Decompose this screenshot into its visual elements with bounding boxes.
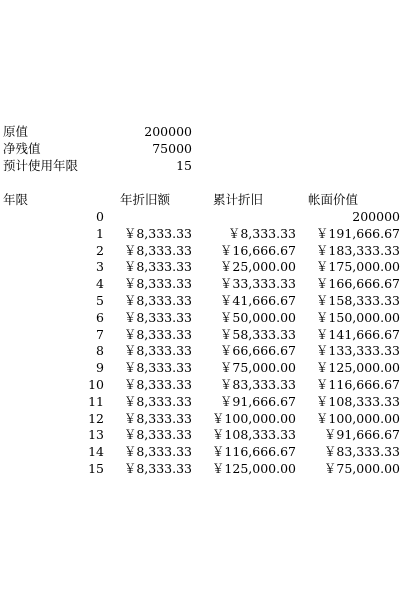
residual-value-cell[interactable]: 75000 <box>152 141 192 156</box>
book-value-cell[interactable]: ￥125,000.00 <box>315 360 400 375</box>
year-cell[interactable]: 8 <box>96 343 104 358</box>
year-cell[interactable]: 5 <box>96 293 104 308</box>
annual-depreciation-cell[interactable]: ￥8,333.33 <box>123 461 192 476</box>
year-cell[interactable]: 12 <box>88 411 104 426</box>
accumulated-depreciation-cell[interactable]: ￥66,666.67 <box>219 343 296 358</box>
accumulated-depreciation-cell[interactable]: ￥41,666.67 <box>219 293 296 308</box>
year-cell[interactable]: 1 <box>96 226 104 241</box>
accumulated-depreciation-cell[interactable]: ￥91,666.67 <box>219 394 296 409</box>
annual-depreciation-cell[interactable]: ￥8,333.33 <box>123 343 192 358</box>
year-cell[interactable]: 0 <box>96 209 104 224</box>
book-value-cell[interactable]: ￥183,333.33 <box>315 243 400 258</box>
accumulated-depreciation-cell[interactable]: ￥25,000.00 <box>219 259 296 274</box>
annual-depreciation-cell[interactable]: ￥8,333.33 <box>123 243 192 258</box>
annual-depreciation-cell[interactable]: ￥8,333.33 <box>123 394 192 409</box>
useful-life-label[interactable]: 预计使用年限 <box>3 158 79 173</box>
year-cell[interactable]: 14 <box>88 444 104 459</box>
book-value-cell[interactable]: ￥158,333.33 <box>315 293 400 308</box>
annual-depreciation-cell[interactable]: ￥8,333.33 <box>123 377 192 392</box>
annual-depreciation-cell[interactable]: ￥8,333.33 <box>123 276 192 291</box>
accumulated-depreciation-cell[interactable]: ￥8,333.33 <box>227 226 296 241</box>
year-cell[interactable]: 9 <box>96 360 104 375</box>
annual-depreciation-cell[interactable]: ￥8,333.33 <box>123 259 192 274</box>
accumulated-depreciation-cell[interactable]: ￥58,333.33 <box>219 327 296 342</box>
annual-depreciation-cell[interactable]: ￥8,333.33 <box>123 411 192 426</box>
residual-value-label[interactable]: 净残值 <box>3 141 41 156</box>
book-value-cell[interactable]: ￥141,666.67 <box>315 327 400 342</box>
annual-depreciation-cell[interactable] <box>104 208 192 225</box>
header-annual-depreciation[interactable]: 年折旧额 <box>119 192 170 207</box>
annual-depreciation-cell[interactable]: ￥8,333.33 <box>123 226 192 241</box>
book-value-cell[interactable]: 200000 <box>352 209 400 224</box>
annual-depreciation-cell[interactable]: ￥8,333.33 <box>123 360 192 375</box>
year-cell[interactable]: 2 <box>96 243 104 258</box>
original-value-label[interactable]: 原值 <box>3 124 29 139</box>
book-value-cell[interactable]: ￥100,000.00 <box>315 411 400 426</box>
year-cell[interactable]: 3 <box>96 259 104 274</box>
accumulated-depreciation-cell[interactable]: ￥116,666.67 <box>211 444 296 459</box>
annual-depreciation-cell[interactable]: ￥8,333.33 <box>123 293 192 308</box>
book-value-cell[interactable]: ￥108,333.33 <box>315 394 400 409</box>
book-value-cell[interactable]: ￥191,666.67 <box>315 226 400 241</box>
book-value-cell[interactable]: ￥116,666.67 <box>315 377 400 392</box>
book-value-cell[interactable]: ￥83,333.33 <box>323 444 400 459</box>
year-cell[interactable]: 7 <box>96 327 104 342</box>
accumulated-depreciation-cell[interactable] <box>192 208 296 225</box>
book-value-cell[interactable]: ￥175,000.00 <box>315 259 400 274</box>
book-value-cell[interactable]: ￥150,000.00 <box>315 310 400 325</box>
year-cell[interactable]: 11 <box>88 394 104 409</box>
year-cell[interactable]: 10 <box>88 377 104 392</box>
annual-depreciation-cell[interactable]: ￥8,333.33 <box>123 327 192 342</box>
accumulated-depreciation-cell[interactable]: ￥16,666.67 <box>219 243 296 258</box>
book-value-cell[interactable]: ￥166,666.67 <box>315 276 400 291</box>
year-cell[interactable]: 15 <box>88 461 104 476</box>
accumulated-depreciation-cell[interactable]: ￥83,333.33 <box>219 377 296 392</box>
header-accumulated-depreciation[interactable]: 累计折旧 <box>212 192 263 207</box>
annual-depreciation-cell[interactable]: ￥8,333.33 <box>123 444 192 459</box>
book-value-cell[interactable]: ￥75,000.00 <box>323 461 400 476</box>
header-year[interactable]: 年限 <box>3 192 29 207</box>
book-value-cell[interactable]: ￥133,333.33 <box>315 343 400 358</box>
year-cell[interactable]: 6 <box>96 310 104 325</box>
book-value-cell[interactable]: ￥91,666.67 <box>323 427 400 442</box>
accumulated-depreciation-cell[interactable]: ￥33,333.33 <box>219 276 296 291</box>
accumulated-depreciation-cell[interactable]: ￥75,000.00 <box>219 360 296 375</box>
useful-life-cell[interactable]: 15 <box>176 158 192 173</box>
year-cell[interactable]: 4 <box>96 276 104 291</box>
accumulated-depreciation-cell[interactable]: ￥125,000.00 <box>211 461 296 476</box>
accumulated-depreciation-cell[interactable]: ￥100,000.00 <box>211 411 296 426</box>
annual-depreciation-cell[interactable]: ￥8,333.33 <box>123 310 192 325</box>
accumulated-depreciation-cell[interactable]: ￥50,000.00 <box>219 310 296 325</box>
annual-depreciation-cell[interactable]: ￥8,333.33 <box>123 427 192 442</box>
accumulated-depreciation-cell[interactable]: ￥108,333.33 <box>211 427 296 442</box>
header-book-value[interactable]: 帐面价值 <box>307 192 358 207</box>
year-cell[interactable]: 13 <box>88 427 104 442</box>
original-value-cell[interactable]: 200000 <box>144 124 192 139</box>
